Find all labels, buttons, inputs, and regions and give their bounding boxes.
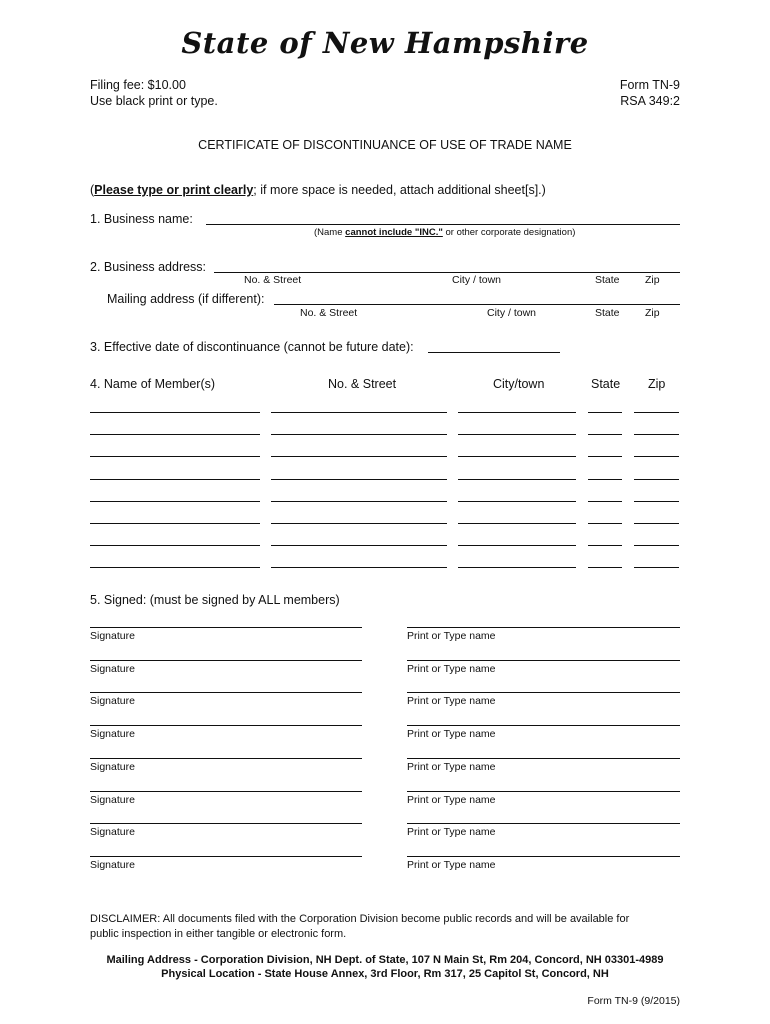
mailing-address-footer: Mailing Address - Corporation Division, NH Dept. of State, 107 N Main St, Rm 204, Concord, NH 03301-4989 bbox=[106, 954, 664, 966]
instruction-note bbox=[90, 183, 546, 197]
signed-label: 5. Signed: (must be signed by ALL members) bbox=[90, 593, 340, 607]
signature-field[interactable] bbox=[90, 823, 362, 824]
print-name-field[interactable] bbox=[407, 823, 680, 824]
member-state-field[interactable] bbox=[588, 523, 622, 524]
member-name-field[interactable] bbox=[90, 501, 260, 502]
member-name-field[interactable] bbox=[90, 567, 260, 568]
print-name-field[interactable] bbox=[407, 627, 680, 628]
business-name-label: 1. Business name: bbox=[90, 212, 193, 226]
members-zip-header: Zip bbox=[648, 377, 666, 391]
mailing-city-caption: City / town bbox=[487, 307, 537, 319]
signature-field[interactable] bbox=[90, 758, 362, 759]
signature-field[interactable] bbox=[90, 791, 362, 792]
print-name-caption: Print or Type name bbox=[407, 859, 496, 871]
member-state-field[interactable] bbox=[588, 479, 622, 480]
member-zip-field[interactable] bbox=[634, 479, 679, 480]
signature-caption: Signature bbox=[90, 794, 135, 806]
mailing-state-caption: State bbox=[595, 307, 620, 319]
address-zip-caption: Zip bbox=[645, 274, 660, 286]
member-street-field[interactable] bbox=[271, 434, 447, 435]
signature-field[interactable] bbox=[90, 627, 362, 628]
note-rest: ; if more space is needed, attach additional sheet[s].) bbox=[253, 183, 546, 197]
disclaimer-line-2: public inspection in either tangible or electronic form. bbox=[90, 928, 347, 940]
signature-caption: Signature bbox=[90, 695, 135, 707]
note-open-paren: ( bbox=[90, 183, 95, 197]
member-street-field[interactable] bbox=[271, 456, 447, 457]
hint-end: or other corporate designation) bbox=[442, 227, 576, 238]
members-street-header: No. & Street bbox=[328, 377, 397, 391]
member-street-field[interactable] bbox=[271, 412, 447, 413]
form-version: Form TN-9 (9/2015) bbox=[587, 995, 680, 1007]
print-name-caption: Print or Type name bbox=[407, 826, 496, 838]
effective-date-label: 3. Effective date of discontinuance (cannot be future date): bbox=[90, 340, 414, 354]
print-name-caption: Print or Type name bbox=[407, 728, 496, 740]
hint-start: (Name bbox=[314, 227, 346, 238]
member-zip-field[interactable] bbox=[634, 456, 679, 457]
signature-field[interactable] bbox=[90, 660, 362, 661]
print-name-field[interactable] bbox=[407, 725, 680, 726]
member-city-field[interactable] bbox=[458, 456, 576, 457]
member-name-field[interactable] bbox=[90, 545, 260, 546]
signature-field[interactable] bbox=[90, 725, 362, 726]
member-city-field[interactable] bbox=[458, 501, 576, 502]
member-zip-field[interactable] bbox=[634, 412, 679, 413]
business-address-label: 2. Business address: bbox=[90, 260, 207, 274]
print-name-field[interactable] bbox=[407, 758, 680, 759]
member-street-field[interactable] bbox=[271, 479, 447, 480]
signature-caption: Signature bbox=[90, 826, 135, 838]
business-name-hint bbox=[314, 227, 575, 238]
signature-field[interactable] bbox=[90, 692, 362, 693]
physical-location-footer: Physical Location - State House Annex, 3rd Floor, Rm 317, 25 Capitol St, Concord, NH bbox=[161, 968, 609, 980]
address-state-caption: State bbox=[595, 274, 620, 286]
print-name-field[interactable] bbox=[407, 692, 680, 693]
member-state-field[interactable] bbox=[588, 567, 622, 568]
print-name-field[interactable] bbox=[407, 660, 680, 661]
member-state-field[interactable] bbox=[588, 545, 622, 546]
member-name-field[interactable] bbox=[90, 479, 260, 480]
member-city-field[interactable] bbox=[458, 479, 576, 480]
rsa-reference: RSA 349:2 bbox=[620, 94, 680, 108]
member-state-field[interactable] bbox=[588, 501, 622, 502]
member-zip-field[interactable] bbox=[634, 545, 679, 546]
mailing-zip-caption: Zip bbox=[645, 307, 660, 319]
member-street-field[interactable] bbox=[271, 501, 447, 502]
hint-emphasis: cannot include "INC." bbox=[345, 227, 443, 238]
member-state-field[interactable] bbox=[588, 434, 622, 435]
mailing-address-label: Mailing address (if different): bbox=[107, 292, 265, 306]
member-city-field[interactable] bbox=[458, 434, 576, 435]
member-name-field[interactable] bbox=[90, 523, 260, 524]
member-zip-field[interactable] bbox=[634, 501, 679, 502]
member-city-field[interactable] bbox=[458, 545, 576, 546]
print-name-field[interactable] bbox=[407, 856, 680, 857]
effective-date-field[interactable] bbox=[428, 352, 560, 353]
member-state-field[interactable] bbox=[588, 456, 622, 457]
business-address-field[interactable] bbox=[214, 272, 680, 273]
member-name-field[interactable] bbox=[90, 434, 260, 435]
business-name-field[interactable] bbox=[206, 224, 680, 225]
signature-caption: Signature bbox=[90, 663, 135, 675]
note-emphasis: Please type or print clearly bbox=[94, 183, 254, 197]
signature-caption: Signature bbox=[90, 728, 135, 740]
page-title: State of New Hampshire bbox=[181, 26, 589, 60]
signature-caption: Signature bbox=[90, 630, 135, 642]
signature-field[interactable] bbox=[90, 856, 362, 857]
member-zip-field[interactable] bbox=[634, 523, 679, 524]
mailing-street-caption: No. & Street bbox=[300, 307, 358, 319]
member-zip-field[interactable] bbox=[634, 567, 679, 568]
member-name-field[interactable] bbox=[90, 456, 260, 457]
member-city-field[interactable] bbox=[458, 523, 576, 524]
print-name-caption: Print or Type name bbox=[407, 663, 496, 675]
member-street-field[interactable] bbox=[271, 545, 447, 546]
filing-fee: Filing fee: $10.00 bbox=[90, 78, 186, 92]
print-name-caption: Print or Type name bbox=[407, 630, 496, 642]
print-name-caption: Print or Type name bbox=[407, 794, 496, 806]
members-state-header: State bbox=[591, 377, 621, 391]
disclaimer-line-1: DISCLAIMER: All documents filed with the Corporation Division become public records and will be available for bbox=[90, 913, 630, 925]
address-street-caption: No. & Street bbox=[244, 274, 302, 286]
member-zip-field[interactable] bbox=[634, 434, 679, 435]
member-street-field[interactable] bbox=[271, 567, 447, 568]
member-street-field[interactable] bbox=[271, 523, 447, 524]
member-city-field[interactable] bbox=[458, 567, 576, 568]
address-city-caption: City / town bbox=[452, 274, 502, 286]
member-city-field[interactable] bbox=[458, 412, 576, 413]
members-city-header: City/town bbox=[493, 377, 545, 391]
certificate-title: CERTIFICATE OF DISCONTINUANCE OF USE OF TRADE NAME bbox=[198, 138, 572, 152]
print-name-field[interactable] bbox=[407, 791, 680, 792]
print-name-caption: Print or Type name bbox=[407, 761, 496, 773]
member-name-field[interactable] bbox=[90, 412, 260, 413]
members-name-header: 4. Name of Member(s) bbox=[90, 377, 216, 391]
print-name-caption: Print or Type name bbox=[407, 695, 496, 707]
signature-caption: Signature bbox=[90, 761, 135, 773]
form-id: Form TN-9 bbox=[619, 78, 680, 92]
member-state-field[interactable] bbox=[588, 412, 622, 413]
print-instruction: Use black print or type. bbox=[90, 94, 218, 108]
signature-caption: Signature bbox=[90, 859, 135, 871]
mailing-address-field[interactable] bbox=[274, 304, 680, 305]
